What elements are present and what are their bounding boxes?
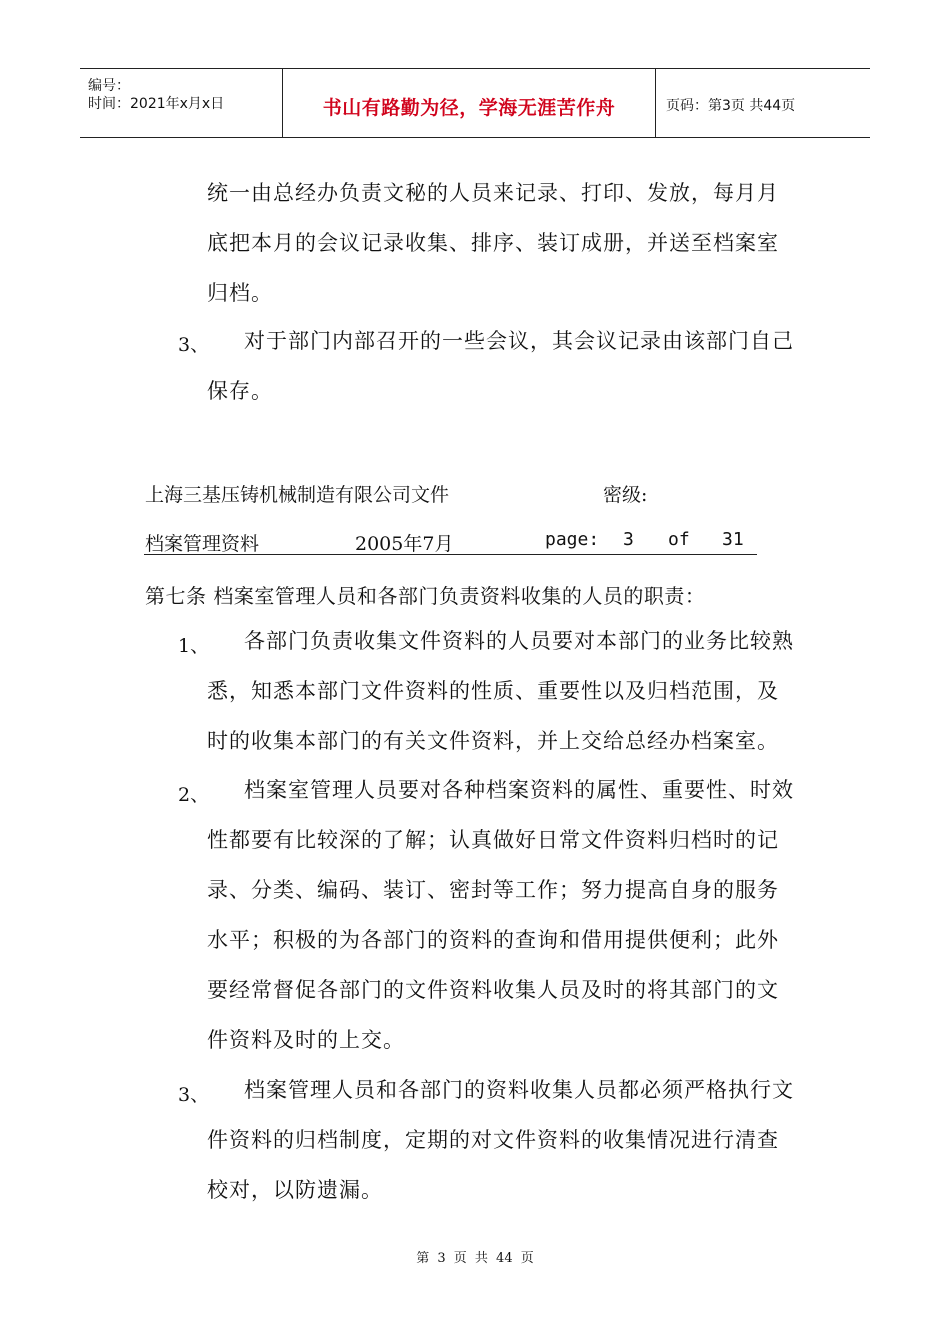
article-7-item-2-line-5: 要经常督促各部门的文件资料收集人员及时的将其部门的文 bbox=[207, 978, 779, 1002]
intro-line-3: 归档。 bbox=[207, 281, 273, 305]
page-label: 页码：第3页 共44页 bbox=[666, 98, 796, 114]
number-label: 编号： bbox=[88, 78, 130, 94]
prev-item-3-number: 3、 bbox=[178, 334, 210, 356]
doc-title: 档案管理资料 bbox=[145, 533, 260, 555]
article-7-item-1-line-3: 时的收集本部门的有关文件资料，并上交给总经办档案室。 bbox=[207, 729, 779, 753]
intro-line-2: 底把本月的会议记录收集、排序、装订成册，并送至档案室 bbox=[207, 231, 779, 255]
total-pages: 31 bbox=[722, 529, 744, 550]
page-footer: 第 3 页 共 44 页 bbox=[416, 1251, 534, 1266]
company-name: 上海三基压铸机械制造有限公司文件 bbox=[145, 484, 450, 506]
secrecy-label: 密级: bbox=[603, 484, 648, 506]
article-7-item-1-line-1: 各部门负责收集文件资料的人员要对本部门的业务比较熟 bbox=[244, 629, 794, 653]
page-number: 3 bbox=[623, 529, 634, 550]
article-7-item-2-line-1: 档案室管理人员要对各种档案资料的属性、重要性、时效 bbox=[244, 778, 794, 802]
article-7-item-2-line-4: 水平；积极的为各部门的资料的查询和借用提供便利；此外 bbox=[207, 928, 779, 952]
of-word: of bbox=[668, 529, 690, 550]
article-7-item-3-line-2: 件资料的归档制度，定期的对文件资料的收集情况进行清查 bbox=[207, 1128, 779, 1152]
intro-line-1: 统一由总经办负责文秘的人员来记录、打印、发放，每月月 bbox=[207, 181, 779, 205]
header-left-cell bbox=[80, 69, 283, 137]
article-7-item-3-line-3: 校对，以防遗漏。 bbox=[207, 1178, 383, 1202]
article-7-item-3-line-1: 档案管理人员和各部门的资料收集人员都必须严格执行文 bbox=[244, 1078, 794, 1102]
header-right-cell bbox=[656, 69, 870, 137]
header-mid-cell bbox=[283, 69, 656, 137]
page-word: page: bbox=[545, 529, 600, 550]
prev-item-3-line-2: 保存。 bbox=[207, 379, 273, 403]
article-7-item-2-line-6: 件资料及时的上交。 bbox=[207, 1028, 405, 1052]
time-label: 时间：2021年x月x日 bbox=[88, 96, 225, 112]
prev-item-3-line-1: 对于部门内部召开的一些会议，其会议记录由该部门自己 bbox=[244, 329, 794, 353]
article-7-item-2-line-3: 录、分类、编码、装订、密封等工作；努力提高自身的服务 bbox=[207, 878, 779, 902]
article-7-item-2-line-2: 性都要有比较深的了解；认真做好日常文件资料归档时的记 bbox=[207, 828, 779, 852]
header-table bbox=[80, 68, 870, 138]
motto: 书山有路勤为径，学海无涯苦作舟 bbox=[322, 97, 616, 119]
article-7-item-1-number: 1、 bbox=[178, 635, 210, 657]
article-7-item-3-number: 3、 bbox=[178, 1084, 210, 1106]
article-7-item-1-line-2: 悉，知悉本部门文件资料的性质、重要性以及归档范围，及 bbox=[207, 679, 779, 703]
article-7-item-2-number: 2、 bbox=[178, 784, 210, 806]
doc-date: 2005年7月 bbox=[355, 533, 454, 555]
article-7-heading: 第七条 档案室管理人员和各部门负责资料收集的人员的职责： bbox=[145, 584, 706, 608]
